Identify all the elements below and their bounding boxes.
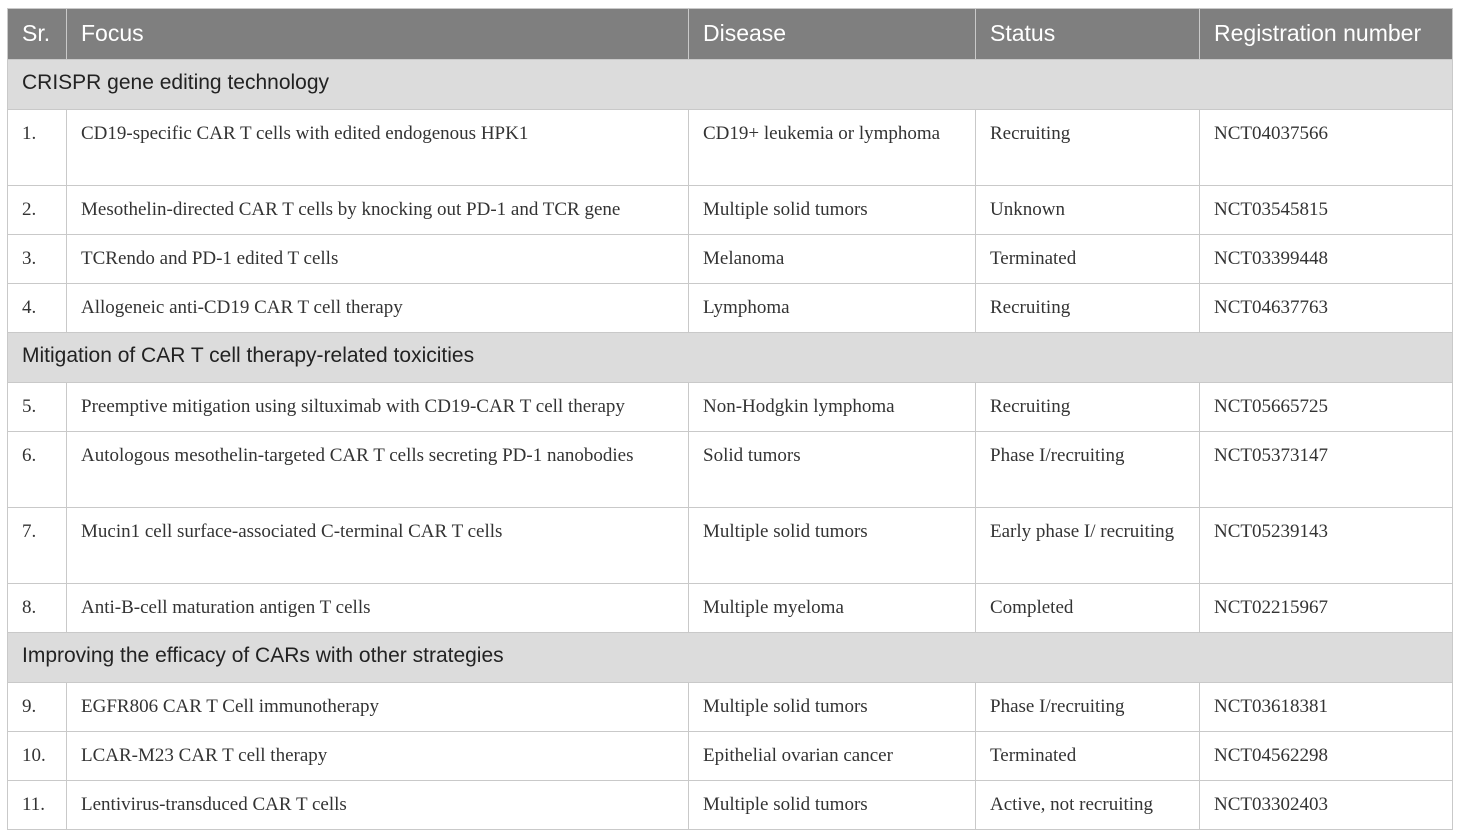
- row-registration: NCT05373147: [1200, 432, 1453, 508]
- row-sr: 10.: [8, 732, 67, 781]
- row-focus: Autologous mesothelin-targeted CAR T cells secreting PD-1 nanobodies: [67, 432, 689, 508]
- row-status: Early phase I/ recruiting: [976, 508, 1200, 584]
- row-disease: CD19+ leukemia or lymphoma: [689, 110, 976, 186]
- row-sr: 3.: [8, 235, 67, 284]
- row-status: Phase I/recruiting: [976, 432, 1200, 508]
- row-disease: Multiple solid tumors: [689, 683, 976, 732]
- row-focus: TCRendo and PD-1 edited T cells: [67, 235, 689, 284]
- row-registration: NCT04637763: [1200, 284, 1453, 333]
- table-row: [8, 186, 1453, 235]
- header-focus: Focus: [67, 9, 689, 60]
- section-header-row: [8, 633, 1453, 683]
- row-registration: NCT04037566: [1200, 110, 1453, 186]
- row-status: Phase I/recruiting: [976, 683, 1200, 732]
- table-row: [8, 781, 1453, 830]
- section-title: Improving the efficacy of CARs with other strategies: [8, 633, 1453, 683]
- row-focus: Lentivirus-transduced CAR T cells: [67, 781, 689, 830]
- row-focus: Mucin1 cell surface-associated C-terminal CAR T cells: [67, 508, 689, 584]
- row-disease: Multiple myeloma: [689, 584, 976, 633]
- row-disease: Lymphoma: [689, 284, 976, 333]
- row-status: Active, not recruiting: [976, 781, 1200, 830]
- row-status: Terminated: [976, 732, 1200, 781]
- row-disease: Multiple solid tumors: [689, 508, 976, 584]
- table-row: [8, 683, 1453, 732]
- row-registration: NCT03545815: [1200, 186, 1453, 235]
- row-sr: 4.: [8, 284, 67, 333]
- row-sr: 5.: [8, 383, 67, 432]
- row-sr: 7.: [8, 508, 67, 584]
- row-disease: Non-Hodgkin lymphoma: [689, 383, 976, 432]
- row-sr: 2.: [8, 186, 67, 235]
- row-focus: Preemptive mitigation using siltuximab with CD19-CAR T cell therapy: [67, 383, 689, 432]
- row-sr: 9.: [8, 683, 67, 732]
- row-registration: NCT05239143: [1200, 508, 1453, 584]
- row-focus: Allogeneic anti-CD19 CAR T cell therapy: [67, 284, 689, 333]
- row-status: Unknown: [976, 186, 1200, 235]
- row-sr: 6.: [8, 432, 67, 508]
- row-status: Recruiting: [976, 383, 1200, 432]
- row-disease: Multiple solid tumors: [689, 186, 976, 235]
- row-registration: NCT05665725: [1200, 383, 1453, 432]
- row-status: Recruiting: [976, 284, 1200, 333]
- section-title: CRISPR gene editing technology: [8, 60, 1453, 110]
- table-row: [8, 235, 1453, 284]
- row-focus: LCAR-M23 CAR T cell therapy: [67, 732, 689, 781]
- table-row: [8, 284, 1453, 333]
- row-disease: Epithelial ovarian cancer: [689, 732, 976, 781]
- row-focus: Anti-B-cell maturation antigen T cells: [67, 584, 689, 633]
- row-status: Recruiting: [976, 110, 1200, 186]
- table-row: [8, 432, 1453, 508]
- section-header-row: [8, 60, 1453, 110]
- row-sr: 11.: [8, 781, 67, 830]
- row-disease: Multiple solid tumors: [689, 781, 976, 830]
- clinical-trials-table: [7, 8, 1453, 830]
- header-row: [8, 9, 1453, 60]
- header-registration: Registration number: [1200, 9, 1453, 60]
- row-registration: NCT04562298: [1200, 732, 1453, 781]
- row-registration: NCT03618381: [1200, 683, 1453, 732]
- header-status: Status: [976, 9, 1200, 60]
- row-focus: Mesothelin-directed CAR T cells by knocking out PD-1 and TCR gene: [67, 186, 689, 235]
- row-disease: Solid tumors: [689, 432, 976, 508]
- table-row: [8, 110, 1453, 186]
- row-focus: CD19-specific CAR T cells with edited endogenous HPK1: [67, 110, 689, 186]
- table-row: [8, 584, 1453, 633]
- table-row: [8, 508, 1453, 584]
- row-focus: EGFR806 CAR T Cell immunotherapy: [67, 683, 689, 732]
- header-sr: Sr.: [8, 9, 67, 60]
- header-disease: Disease: [689, 9, 976, 60]
- row-status: Completed: [976, 584, 1200, 633]
- row-sr: 8.: [8, 584, 67, 633]
- row-registration: NCT02215967: [1200, 584, 1453, 633]
- table-row: [8, 383, 1453, 432]
- section-header-row: [8, 333, 1453, 383]
- row-registration: NCT03302403: [1200, 781, 1453, 830]
- row-disease: Melanoma: [689, 235, 976, 284]
- row-registration: NCT03399448: [1200, 235, 1453, 284]
- row-status: Terminated: [976, 235, 1200, 284]
- table-row: [8, 732, 1453, 781]
- row-sr: 1.: [8, 110, 67, 186]
- section-title: Mitigation of CAR T cell therapy-related toxicities: [8, 333, 1453, 383]
